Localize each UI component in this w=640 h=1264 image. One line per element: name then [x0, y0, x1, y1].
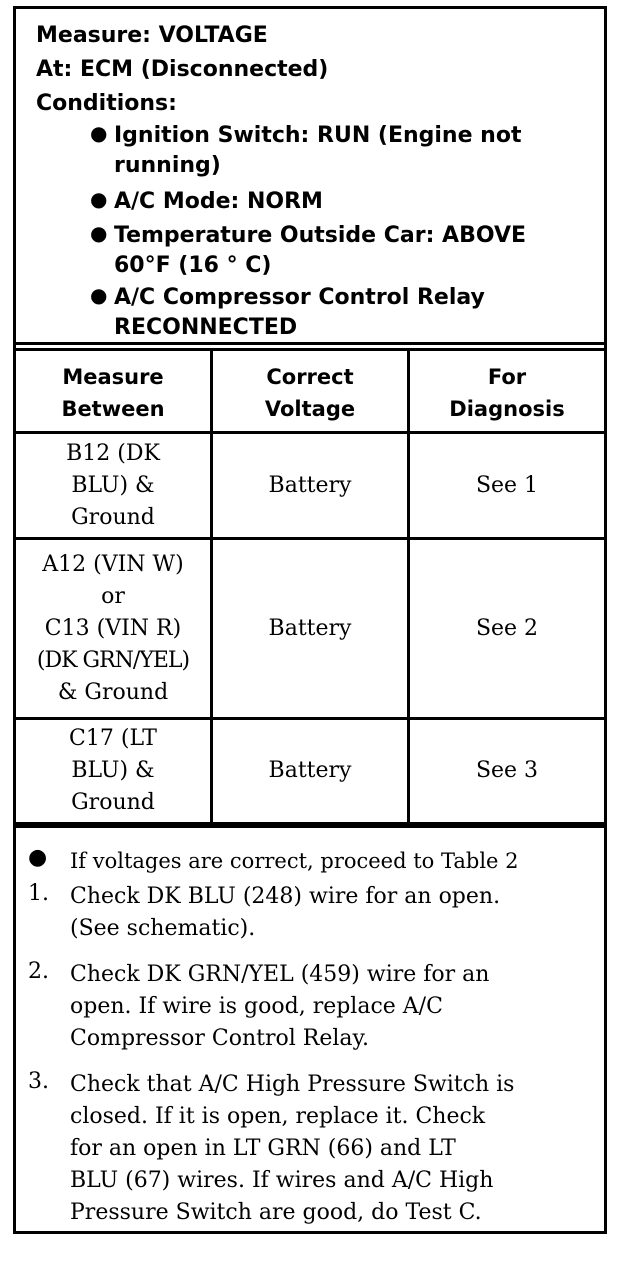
bullet-icon: ●: [90, 283, 108, 307]
conditions-label: Conditions:: [36, 91, 177, 116]
cell-for-diagnosis: See 2: [475, 615, 539, 641]
double-rule: [16, 348, 604, 351]
header-for-diagnosis: For Diagnosis: [449, 364, 565, 421]
bullet-icon: ●: [90, 187, 108, 211]
cell-for-diagnosis: See 3: [475, 758, 539, 783]
double-rule: [16, 825, 604, 828]
bullet-icon: ●: [28, 845, 48, 870]
cell-correct-voltage: Battery: [268, 615, 352, 641]
cell-measure-between: C17 (LT BLU) & Ground: [69, 726, 157, 815]
bullet-icon: ●: [90, 121, 108, 145]
bullet-icon: ●: [90, 221, 108, 245]
cell-correct-voltage: Battery: [268, 758, 352, 783]
header-measure-between: Measure Between: [61, 364, 165, 421]
cell-measure-between: B12 (DK BLU) & Ground: [66, 440, 160, 530]
cell-measure-between: A12 (VIN W) or C13 (VIN R) (DK GRN/YEL) & Ground: [36, 551, 190, 705]
conditions-box: Measure: VOLTAGE At: ECM (Disconnected) Conditions: ● Ignition Switch: RUN (Engine not running) ● A/C Mode: NORM ● Temperature Outside Car: ABOVE 60°F (16 ° C) ● A/C Compressor Control Relay RECONNECTED: [16, 9, 604, 345]
measure-line: Measure: VOLTAGE: [36, 23, 268, 48]
cell-correct-voltage: Battery: [268, 472, 352, 498]
at-line: At: ECM (Disconnected): [36, 57, 329, 82]
header-correct-voltage: Correct Voltage: [264, 364, 356, 421]
diagnostic-chart: Measure: VOLTAGE At: ECM (Disconnected) Conditions: ● Ignition Switch: RUN (Engine not running) ● A/C Mode: NORM ● Temperature Outside Car: ABOVE 60°F (16 ° C) ● A/C Compressor Control Relay RECONNECTED Measure Between Correct Voltage For Diagnosis B12 (DK BLU) & Ground Battery See 1 A12 (VIN W) or C13 (VIN R) (DK GRN/YEL) & Ground Battery See 2 C17 (LT BLU) & Ground Battery See 3 ● If voltages are correct, proceed to Table 2 1. Check DK BLU (248) wire for an open. (See schematic). 2. Check DK GRN/YEL (459) wire for an open. If wire is good, replace A/C Compressor Control Relay. 3. Check that A/C High Pressure Switch is closed. If it is open, replace it. Check for an open in LT GRN (66) and LT BLU (67) wires. If wires and A/C High Pressure Switch are good, do Test C.: [13, 6, 607, 1234]
cell-for-diagnosis: See 1: [475, 472, 539, 498]
